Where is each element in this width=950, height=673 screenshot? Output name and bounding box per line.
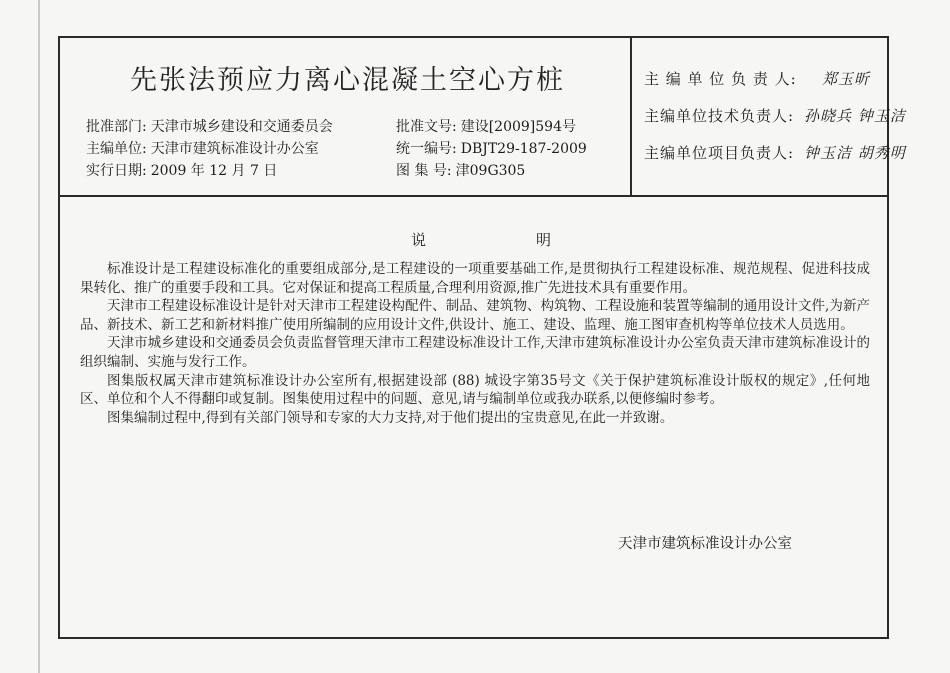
atlas-no-label: 图 集 号: [396, 163, 452, 179]
meta-column-left [86, 116, 333, 182]
atlas-no-row [396, 160, 587, 182]
document-frame [58, 36, 906, 639]
effective-date-row [86, 160, 333, 182]
effective-date-label: 实行日期: [86, 163, 147, 179]
signature-label: 主 编 单 位 负 责 人: [644, 70, 797, 88]
editor-unit-value: 天津市建筑标准设计办公室 [150, 141, 319, 157]
signature-panel [632, 38, 906, 195]
title-block [60, 38, 906, 197]
approval-doc-row [396, 116, 587, 138]
effective-date-value: 2009 年 12 月 7 日 [150, 163, 278, 179]
approval-doc-label: 批准文号: [396, 119, 457, 135]
approval-dept-label: 批准部门: [86, 119, 147, 135]
notice-heading-right: 明 [535, 231, 551, 249]
notice-paragraph: 天津市城乡建设和交通委员会负责监督管理天津市工程建设标准设计工作,天津市建筑标准设计办公室负责天津市建筑标准设计的组织编制、实施与发行工作。 [80, 335, 870, 370]
handwritten-signature: 郑玉昕 [822, 70, 871, 88]
notice-paragraph: 天津市工程建设标准设计是针对天津市工程建设构配件、制品、建筑物、构筑物、工程设施和装置等编制的通用设计文件,为新产品、新技术、新工艺和新材料推广使用所编制的应用设计文件,供设计、施工、建设、监理、施工图审查机构等单位技术人员选用。 [80, 298, 870, 333]
handwritten-signature: 孙晓兵 钟玉洁 [804, 107, 906, 125]
notice-paragraph: 图集版权属天津市建筑标准设计办公室所有,根据建设部 (88) 城设字第35号文《关于保护建筑标准设计版权的规定》,任何地区、单位和个人不得翻印或复制。图集使用过程中的问题、意见,请与编制单位或我办联系,以便修编时参考。 [80, 372, 870, 408]
notice-heading [411, 229, 551, 250]
signature-label: 主编单位项目负责人: [644, 144, 795, 162]
issuing-office-signoff: 天津市建筑标准设计办公室 [618, 536, 792, 552]
unified-no-label: 统一编号: [396, 141, 457, 157]
document-title: 先张法预应力离心混凝土空心方桩 [130, 65, 565, 96]
editor-unit-row [86, 138, 333, 160]
scan-edge-line [38, 0, 40, 673]
editor-unit-label: 主编单位: [86, 141, 147, 157]
signature-row-unit-head [644, 68, 871, 89]
meta-column-right [396, 116, 587, 182]
approval-dept-value: 天津市城乡建设和交通委员会 [150, 119, 333, 135]
title-block-left [60, 38, 632, 195]
signature-label: 主编单位技术负责人: [644, 107, 795, 125]
notice-paragraph: 图集编制过程中,得到有关部门领导和专家的大力支持,对于他们提出的宝贵意见,在此一并致谢。 [107, 409, 674, 426]
signature-row-tech-head [644, 105, 906, 126]
notice-heading-left: 说 [411, 231, 427, 249]
approval-dept-row [86, 116, 333, 138]
signature-row-project-head [644, 142, 906, 163]
unified-no-row [396, 138, 587, 160]
notice-body [80, 260, 870, 427]
notice-paragraph: 标准设计是工程建设标准化的重要组成部分,是工程建设的一项重要基础工作,是贯彻执行工程建设标准、规范规程、促进科技成果转化、推广的重要手段和工具。它对保证和提高工程质量,合理利用资源,推广先进技术具有重要作用。 [80, 261, 870, 296]
unified-no-value: DBJT29-187-2009 [460, 141, 587, 157]
approval-doc-value: 建设[2009]594号 [460, 119, 576, 135]
handwritten-signature: 钟玉洁 胡秀明 [804, 144, 906, 162]
atlas-no-value: 津09G305 [455, 163, 526, 179]
